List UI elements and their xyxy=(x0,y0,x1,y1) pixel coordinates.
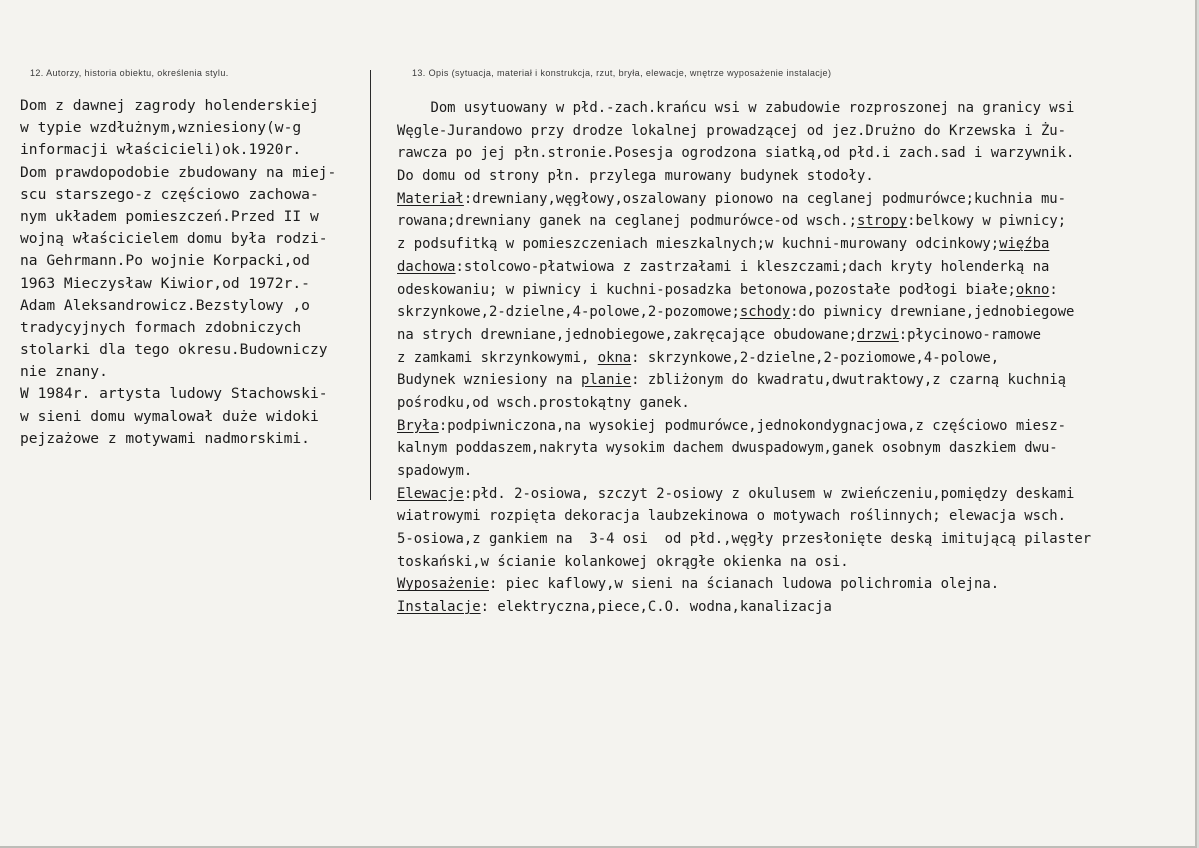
section-label: schody xyxy=(739,304,791,321)
description-segment: rawcza po jej płn.stronie.Posesja ogrodzona siatką,od płd.i zach.sad i warzywnik. xyxy=(397,145,1075,162)
description-line xyxy=(397,369,1091,392)
description-line xyxy=(397,120,1091,143)
description-line xyxy=(397,210,1091,233)
description-segment: rowana;drewniany ganek na ceglanej podmurówce-od wsch.; xyxy=(397,213,857,230)
description-line xyxy=(397,528,1091,551)
description-line xyxy=(397,347,1091,370)
description-line xyxy=(397,415,1091,438)
section-label: Bryła xyxy=(397,417,439,434)
history-text xyxy=(20,95,336,450)
description-segment: Węgle-Jurandowo przy drodze lokalnej prowadzącej od jez.Drużno do Krzewska i Żu- xyxy=(397,122,1067,139)
left-section-header: 12. Autorzy, historia obiektu, określenia stylu. xyxy=(30,68,229,78)
history-line: Adam Aleksandrowicz.Bezstylowy ,o xyxy=(20,296,310,314)
description-segment: spadowym. xyxy=(397,463,473,479)
description-line xyxy=(397,437,1091,460)
description-line xyxy=(397,551,1091,574)
description-segment: :podpiwniczona,na wysokiej podmurówce,jednokondygnacjowa,z częściowo miesz- xyxy=(438,417,1067,434)
description-segment: odeskowaniu; w piwnicy i kuchni-posadzka betonowa,pozostałe podłogi białe; xyxy=(397,281,1016,298)
description-line xyxy=(397,505,1091,528)
description-line xyxy=(397,256,1091,279)
description-segment: : piec kaflowy,w sieni na ścianach ludowa polichromia olejna. xyxy=(489,576,1000,593)
description-line xyxy=(397,460,1091,483)
section-label: stropy xyxy=(856,213,908,230)
description-segment: wiatrowymi rozpięta dekoracja laubzekinowa o motywach roślinnych; elewacja wsch. xyxy=(397,508,1067,525)
history-line: pejzażowe z motywami nadmorskimi. xyxy=(20,429,310,447)
description-line xyxy=(397,233,1091,256)
description-segment: pośrodku,od wsch.prostokątny ganek. xyxy=(397,394,690,411)
description-segment: kalnym poddaszem,nakryta wysokim dachem dwuspadowym,ganek osobnym daszkiem dwu- xyxy=(397,440,1058,457)
description-segment: : xyxy=(1049,281,1058,298)
history-line: wojną właścicielem domu była rodzi- xyxy=(20,230,328,248)
section-label: Instalacje xyxy=(397,599,481,616)
history-line: nym układem pomieszczeń.Przed II w xyxy=(20,207,319,225)
description-segment: : zbliżonym do kwadratu,dwutraktowy,z czarną kuchnią xyxy=(631,372,1067,389)
description-segment: skrzynkowe,2-dzielne,4-polowe,2-pozomowe; xyxy=(397,304,740,321)
section-label: okna xyxy=(597,349,632,366)
history-line: w typie wzdłużnym,wzniesiony(w-g xyxy=(20,119,302,137)
description-line xyxy=(397,142,1091,165)
history-line: na Gehrmann.Po wojnie Korpacki,od xyxy=(20,252,310,270)
section-label: dachowa xyxy=(397,258,456,275)
section-label: drzwi xyxy=(856,326,899,343)
description-segment: :do piwnicy drewniane,jednobiegowe xyxy=(790,304,1075,321)
section-label: Elewacje xyxy=(397,485,464,502)
description-segment: z zamkami skrzynkowymi, xyxy=(397,349,598,366)
description-line xyxy=(397,573,1091,596)
description-line xyxy=(397,596,1091,619)
section-label: planie xyxy=(580,372,632,389)
description-line xyxy=(397,188,1091,211)
history-line: nie znany. xyxy=(20,363,108,381)
description-segment: :stolcowo-płatwiowa z zastrzałami i kleszczami;dach kryty holenderką na xyxy=(455,258,1050,275)
description-segment: Budynek wzniesiony na xyxy=(397,372,581,389)
section-label: okno xyxy=(1015,281,1050,298)
description-line xyxy=(397,392,1091,415)
description-line xyxy=(397,97,1091,120)
description-segment: toskański,w ścianie kolankowej okrągłe okienka na osi. xyxy=(397,553,849,570)
section-label: Wyposażenie xyxy=(397,576,489,593)
description-segment: Dom usytuowany w płd.-zach.krańcu wsi w zabudowie rozproszonej na granicy wsi xyxy=(397,100,1075,116)
description-line xyxy=(397,324,1091,347)
history-line: w sieni domu wymalował duże widoki xyxy=(20,407,319,425)
history-line: W 1984r. artysta ludowy Stachowski- xyxy=(20,385,328,403)
section-label: Materiał xyxy=(397,190,464,207)
description-line xyxy=(397,165,1091,188)
description-segment: :płycinowo-ramowe xyxy=(898,326,1041,343)
history-line: informacji właścicieli)ok.1920r. xyxy=(20,141,302,159)
description-line xyxy=(397,279,1091,302)
description-segment: na strych drewniane,jednobiegowe,zakręcające obudowane; xyxy=(397,326,857,343)
column-divider xyxy=(370,70,371,500)
history-line: 1963 Mieczysław Kiwior,od 1972r.- xyxy=(20,274,310,292)
description-segment: 5-osiowa,z gankiem na 3-4 osi od płd.,węgły przesłonięte deską imitującą pilaster xyxy=(397,531,1092,548)
history-line: Dom prawdopodobie zbudowany na miej- xyxy=(20,163,337,181)
description-line xyxy=(397,483,1091,506)
description-segment: :drewniany,węgłowy,oszalowany pionowo na ceglanej podmurówce;kuchnia mu- xyxy=(463,190,1067,207)
description-segment: z podsufitką w pomieszczeniach mieszkalnych;w kuchni-murowany odcinkowy; xyxy=(397,236,1000,253)
section-label: więźba xyxy=(999,236,1050,253)
description-segment: :płd. 2-osiowa, szczyt 2-osiowy z okulusem w zwieńczeniu,pomiędzy deskami xyxy=(463,485,1075,502)
history-line: scu starszego-z częściowo zachowa- xyxy=(20,185,319,203)
history-line: stolarki dla tego okresu.Budowniczy xyxy=(20,341,328,359)
description-text xyxy=(397,97,1091,619)
description-segment: : skrzynkowe,2-dzielne,2-poziomowe,4-polowe, xyxy=(631,349,1000,366)
history-line: tradycyjnych formach zdobniczych xyxy=(20,318,302,336)
description-segment: Do domu od strony płn. przylega murowany budynek stodoły. xyxy=(397,168,874,185)
history-line: Dom z dawnej zagrody holenderskiej xyxy=(20,97,319,114)
description-segment: : elektryczna,piece,C.O. wodna,kanalizacja xyxy=(480,599,832,616)
description-segment: :belkowy w piwnicy; xyxy=(907,213,1067,230)
description-line xyxy=(397,301,1091,324)
right-section-header: 13. Opis (sytuacja, materiał i konstrukcja, rzut, bryła, elewacje, wnętrze wyposażenie instalacje) xyxy=(412,68,832,78)
